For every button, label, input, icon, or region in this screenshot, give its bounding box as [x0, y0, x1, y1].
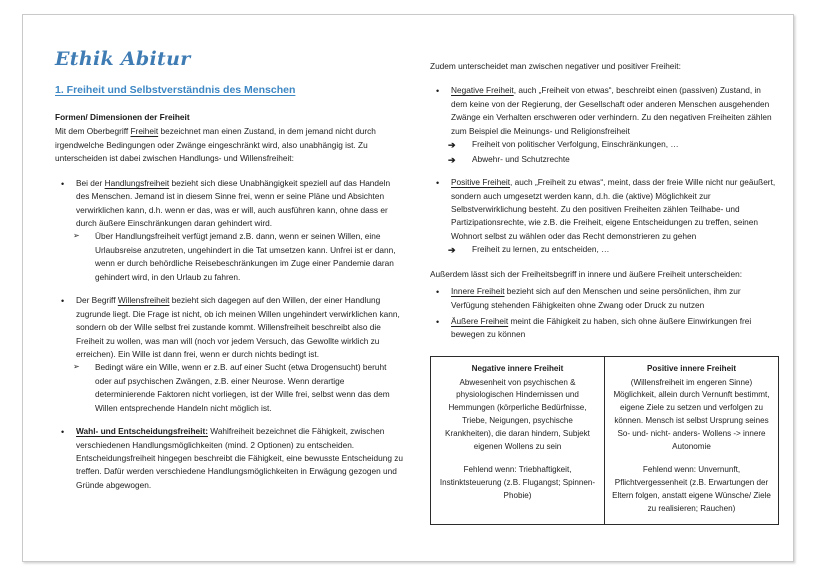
- arrowhead-icon: ➢: [73, 362, 80, 372]
- term-freiheit: Freiheit: [130, 126, 159, 137]
- table-cell-positive-innere-freiheit: [605, 356, 779, 525]
- table-cell-fehlend: Fehlend wenn: Triebhaftigkeit, Instinktsteuerung (z.B. Flugangst; Spinnen-Phobie): [439, 465, 596, 500]
- list-item: • Der Begriff Willensfreiheit bezieht sich dagegen auf den Willen, der einer Handlung zugrunde liegt. Die Frage ist nicht, ob ich meinen Willen ungehindert verwirklichen kann, sondern ob der Wille selbst frei zustande kommt. Willensfreiheit beschreibt also die Freiheit zu wollen, was man will (noch vor jedem Versuch, das Gewollte wirklich zu erreichen). Ein Wille ist dann frei, wenn er durch nichts bedingt ist. ➢ Bedingt wäre ein Wille, wenn er z.B. auf einer Sucht (etwa Drogensucht) beruht oder auf psychischen Zwängen, z.B. einer Neurose. Wenn derartige determinierende Faktoren nicht vorliegen, ist der Wille frei, selbst wenn das dem Willen entsprechende Handeln nicht möglich ist.: [55, 294, 404, 415]
- arrow-right-icon: ➔: [448, 245, 456, 256]
- arrowhead-icon: ➢: [73, 231, 80, 241]
- left-sub-heading: Formen/ Dimensionen der Freiheit: [55, 111, 190, 122]
- right-column: [430, 49, 779, 551]
- sub-list-item-text: Freiheit zu lernen, zu entscheiden, …: [472, 244, 610, 255]
- right-bullet-list: [430, 84, 779, 256]
- sub-list-item: [448, 153, 779, 166]
- right-second-bullet-list: [430, 285, 779, 342]
- term-aeussere-freiheit: Äußere Freiheit: [451, 316, 509, 326]
- sub-list: [73, 361, 404, 415]
- sub-list: [448, 138, 779, 166]
- arrow-right-icon: ➔: [448, 154, 456, 165]
- sub-list-item-text: Bedingt wäre ein Wille, wenn er z.B. auf einer Sucht (etwa Drogensucht) beruht oder auf psychischen Zwängen, z.B. einer Neurose. Wenn derartige determinierende Faktoren nicht vorliegen, ist der Wille frei, selbst wenn das dem Willen entsprechende Handeln nicht möglich ist.: [95, 362, 390, 413]
- table-cell-body: (Willensfreiheit im engeren Sinne) Möglichkeit, allein durch Vernunft bestimmt, eigene Ziele zu setzen und verfolgen zu können. Mensch ist selbst Ursprung seines So- und- nicht- anders- Wollens -> innere Autonomie: [613, 377, 770, 451]
- sub-list-item: [448, 243, 779, 256]
- two-column-layout: [23, 15, 793, 561]
- table-column-header: Positive innere Freiheit: [646, 363, 737, 373]
- sub-list: [448, 243, 779, 256]
- sub-list-item: [73, 361, 404, 415]
- cell-spacer: [612, 453, 771, 464]
- table-row: [431, 356, 779, 525]
- table-cell-body: Abwesenheit von psychischen & physiologischen Hindernissen und Hemmungen (körperliche Bedürfnisse, Triebe, Neigungen, psychische Krankheiten), die daran hindern, Subjekt eigenen Wollens zu sein: [445, 377, 590, 451]
- bullet-dot-icon: •: [61, 427, 65, 438]
- right-second-intro-paragraph: Außerdem lässt sich der Freiheitsbegriff in innere und äußere Freiheit unterscheiden:: [430, 268, 743, 279]
- list-item: • Wahl- und Entscheidungsfreiheit: Wahlfreiheit bezeichnet die Fähigkeit, zwischen verschiedenen Handlungsmöglichkeiten (mind. 2 Optionen) zu entscheiden. Entscheidungsfreiheit hingegen beschreibt die Fähigkeit, eine bewusste Entscheidung zu treffen. Dafür werden verschiedene Handlungsmöglichkeiten in Erwägung gezogen und Gründe abgewogen.: [61, 426, 404, 490]
- term-handlungsfreiheit: Handlungsfreiheit: [104, 177, 170, 188]
- bullet-dot-icon: •: [61, 296, 65, 307]
- table-column-header: Negative innere Freiheit: [471, 363, 564, 373]
- bullet-dot-icon: •: [436, 178, 440, 189]
- bullet-dot-icon: •: [436, 287, 440, 298]
- arrow-right-icon: ➔: [448, 140, 456, 151]
- sub-list: [73, 230, 404, 284]
- section-heading: 1. Freiheit und Selbstverständnis des Menschen: [55, 83, 296, 96]
- sub-list-item-text: Über Handlungsfreiheit verfügt jemand z.B. dann, wenn er seinen Willen, eine Urlaubsreise anzutreten, ungehindert in die Tat umsetzen kann. Unfrei ist er dann, wenn er durch behördliche Reisebeschränkungen im Zuge einer Pandemie daran gehindert wird, in den Urlaub zu fahren.: [95, 231, 396, 282]
- document-page: [22, 14, 794, 562]
- sub-list-item: [73, 230, 404, 284]
- list-item: • Positive Freiheit, auch „Freiheit zu etwas“, meint, dass der freie Wille nicht nur geäußert, sondern auch umgesetzt werden kann, d.h. die (aktive) Möglichkeit zur Selbstverwirklichung besteht. Zu den positiven Freiheiten zählen Teilhabe- und Partizipationsrechte, wie z.B. die Freiheit, eigene Entscheidungen zu treffen, seinen Wohnort selbst zu wählen oder das Recht demonstrieren zu gehen ➔ Freiheit zu lernen, zu entscheiden, …: [430, 176, 779, 257]
- sub-list-item: [448, 138, 779, 151]
- table-cell-negative-innere-freiheit: [431, 356, 605, 525]
- table-cell-fehlend: Fehlend wenn: Unvernunft, Pflichtvergessenheit (z.B. Erwartungen der Eltern folgen, anstatt eigene Wünsche/ Ziele zu realisieren; Rauchen): [612, 465, 771, 513]
- freiheit-comparison-table: [430, 356, 779, 526]
- sub-list-item-text: Abwehr- und Schutzrechte: [472, 153, 570, 164]
- term-willensfreiheit: Willensfreiheit: [117, 295, 170, 306]
- list-item: • Innere Freiheit bezieht sich auf den Menschen und seine persönlichen, ihm zur Verfügung stehenden Fähigkeiten ohne Zwang oder Druck zu nutzen: [436, 286, 741, 310]
- left-intro-paragraph: Mit dem Oberbegriff Freiheit bezeichnet man einen Zustand, in dem jemand nicht durch irgendwelche Bedingungen oder Zwänge eingeschränkt wird, also unabhängig ist. Zu unterscheiden ist dabei zwischen Handlungs- und Willensfreiheit:: [55, 126, 376, 164]
- list-item: • Äußere Freiheit meint die Fähigkeit zu haben, sich ohne äußere Einwirkungen frei bewegen zu können: [436, 316, 752, 340]
- list-item: • Negative Freiheit, auch „Freiheit von etwas“, beschreibt einen (passiven) Zustand, in dem keine von der Regierung, der Gesellschaft oder anderen Menschen ausgehenden Zwänge ein Verhalten erschweren oder verhindern. Zu den negativen Freiheiten zählen zum Beispiel die Meinungs- und Religionsfreiheit ➔ Freiheit von politischer Verfolgung, Einschränkungen, … ➔ Abwehr- und Schutzrechte: [430, 84, 779, 166]
- bullet-dot-icon: •: [61, 178, 65, 189]
- page-title: Ethik Abitur: [55, 48, 191, 70]
- list-item: • Bei der Handlungsfreiheit bezieht sich diese Unabhängigkeit speziell auf das Handeln des Menschen. Jemand ist in diesem Sinne frei, wenn er seine Pläne und Absichten verwirklichen kann, d.h. wenn er das, was er will, auch ausführen kann, ohne dass er durch äußere Einschränkungen daran gehindert wird. ➢ Über Handlungsfreiheit verfügt jemand z.B. dann, wenn er seinen Willen, eine Urlaubsreise anzutreten, ungehindert in die Tat umsetzen kann. Unfrei ist er dann, wenn er durch behördliche Reisebeschränkungen im Zuge einer Pandemie daran gehindert wird, in den Urlaub zu fahren.: [55, 177, 404, 285]
- term-wahl-entscheidungsfreiheit: Wahl- und Entscheidungsfreiheit:: [76, 426, 208, 437]
- term-innere-freiheit: Innere Freiheit: [451, 286, 505, 297]
- term-negative-freiheit: Negative Freiheit: [451, 85, 514, 96]
- cell-spacer: [438, 453, 597, 464]
- left-column: [55, 49, 404, 551]
- left-bullet-list: [55, 177, 404, 493]
- term-positive-freiheit: Positive Freiheit: [451, 177, 511, 188]
- right-intro-paragraph: Zudem unterscheidet man zwischen negativer und positiver Freiheit:: [430, 61, 681, 71]
- bullet-dot-icon: •: [436, 86, 440, 97]
- bullet-dot-icon: •: [436, 317, 440, 327]
- sub-list-item-text: Freiheit von politischer Verfolgung, Einschränkungen, …: [472, 139, 679, 150]
